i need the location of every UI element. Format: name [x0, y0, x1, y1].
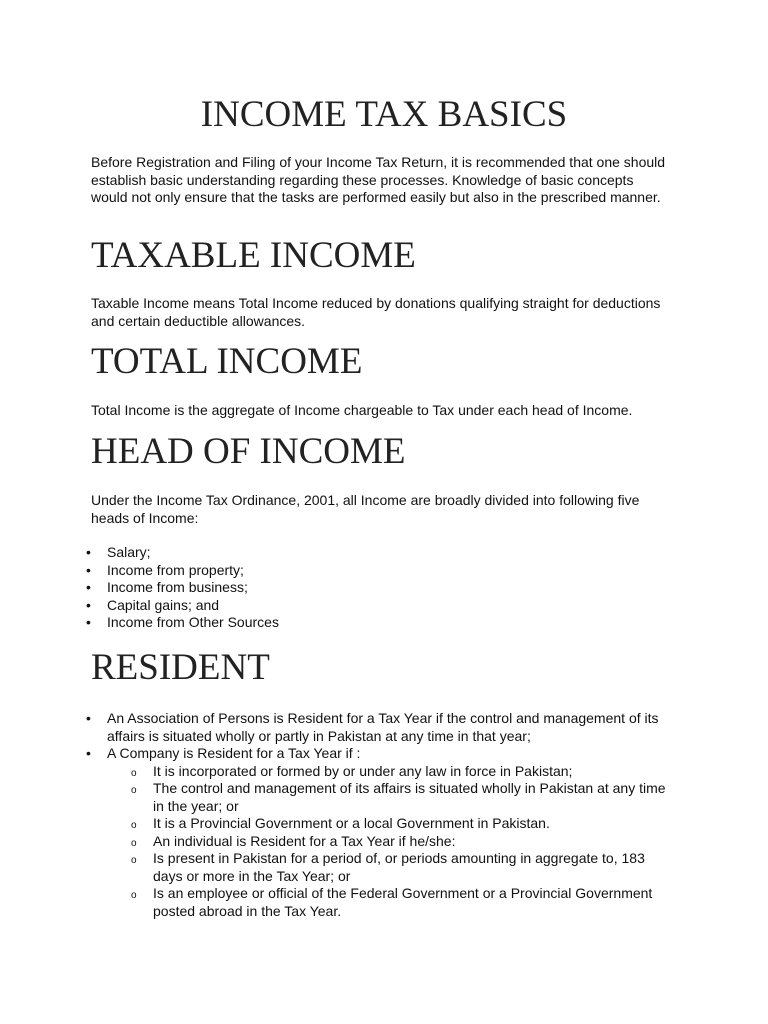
head-of-income-heading: HEAD OF INCOME: [91, 431, 406, 472]
list-item: • Capital gains; and: [0, 597, 677, 615]
total-income-heading: TOTAL INCOME: [91, 341, 363, 382]
total-income-text: Total Income is the aggregate of Income chargeable to Tax under each head of Income.: [91, 402, 633, 418]
sub-list-item: o The control and management of its affairs is situated wholly in Pakistan at any time in the year; or: [107, 780, 673, 815]
list-item: • Income from property;: [0, 562, 677, 580]
page-title: INCOME TAX BASICS: [200, 94, 568, 135]
sub-list-item: o It is incorporated or formed by or under any law in force in Pakistan;: [107, 763, 673, 781]
taxable-income-text: Taxable Income means Total Income reduced by donations qualifying straight for deductions and certain deductible allowances.: [91, 295, 661, 329]
list-item: • Salary;: [0, 544, 677, 562]
head-of-income-text: Under the Income Tax Ordinance, 2001, all Income are broadly divided into following five heads of Income:: [91, 492, 640, 526]
sub-list-item: o Is an employee or official of the Federal Government or a Provincial Government posted abroad in the Tax Year.: [107, 885, 673, 920]
taxable-income-heading: TAXABLE INCOME: [91, 235, 416, 276]
list-item-text: A Company is Resident for a Tax Year if :: [107, 745, 361, 761]
list-item: [0, 745, 677, 920]
sub-list-item: o An individual is Resident for a Tax Year if he/she:: [107, 833, 673, 851]
company-resident-sublist: [107, 763, 677, 921]
list-item: • Income from business;: [0, 579, 677, 597]
intro-paragraph: Before Registration and Filing of your Income Tax Return, it is recommended that one should establish basic understanding regarding these processes. Knowledge of basic concepts would not only ensure that the tasks are performed easily but also in the prescribed manner.: [91, 154, 666, 205]
sub-list-item: o It is a Provincial Government or a local Government in Pakistan.: [107, 815, 673, 833]
list-item: • Income from Other Sources: [0, 614, 677, 632]
resident-heading: RESIDENT: [91, 647, 270, 688]
list-item: • An Association of Persons is Resident for a Tax Year if the control and management of its affairs is situated wholly or partly in Pakistan at any time in that year;: [0, 710, 677, 745]
resident-list: [0, 710, 677, 920]
sub-list-item: o Is present in Pakistan for a period of, or periods amounting in aggregate to, 183 days or more in the Tax Year; or: [107, 850, 673, 885]
heads-of-income-list: [0, 544, 677, 632]
